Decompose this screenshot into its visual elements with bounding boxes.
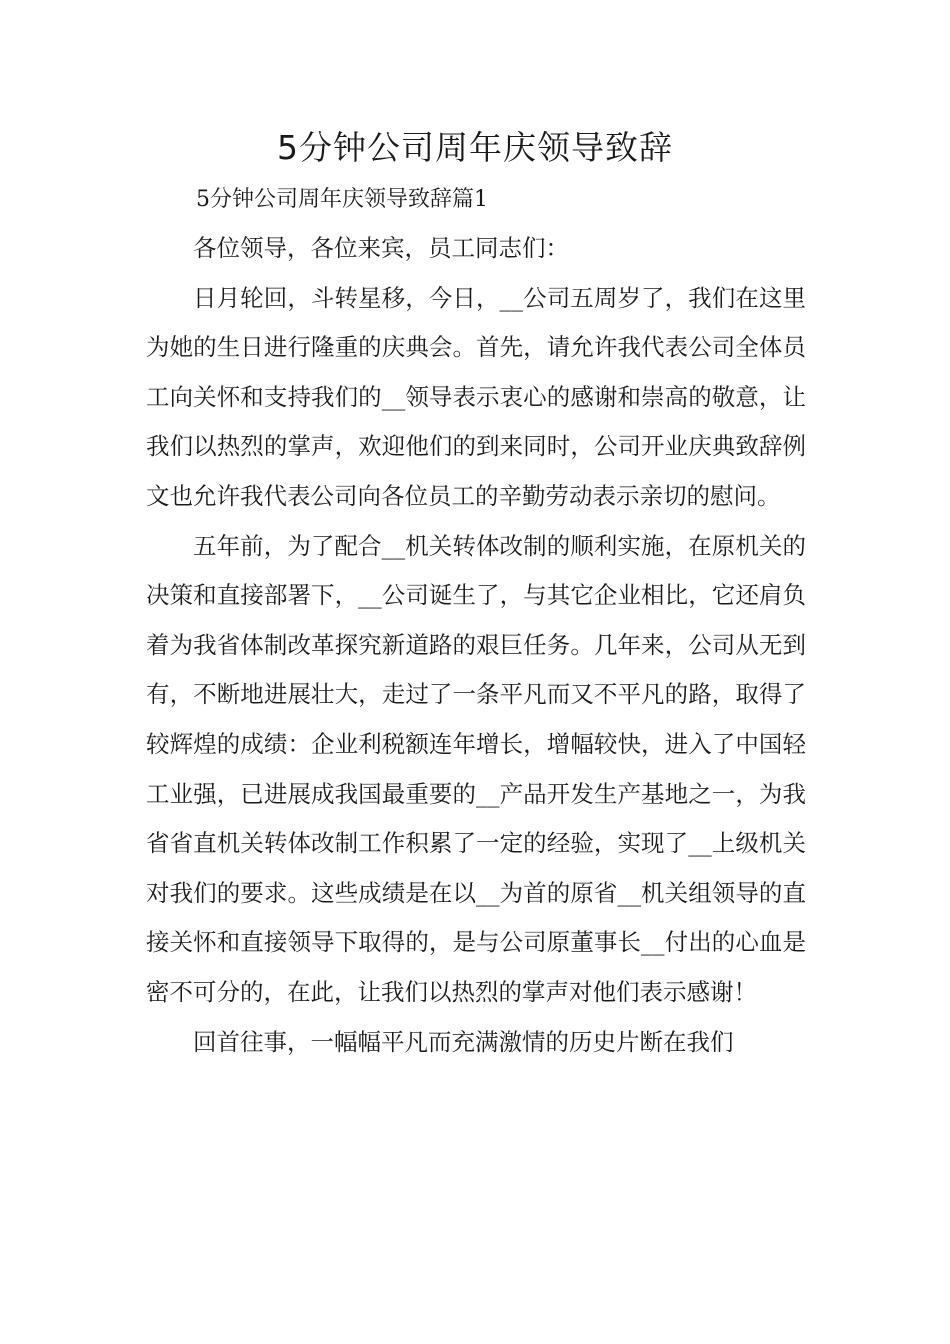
paragraph-history: 五年前，为了配合__机关转体改制的顺利实施，在原机关的决策和直接部署下，__公司诞生了，与其它企业相比，它还肩负着为我省体制改革探究新道路的艰巨任务。几年来，公司从无到有，不断地进展壮大，走过了一条平凡而又不平凡的路，取得了较辉煌的成绩：企业利税额连年增长，增幅较快，进入了中国轻工业强，已进展成我国最重要的__产品开发生产基地之一，为我省省直机关转体改制工作积累了一定的经验，实现了__上级机关对我们的要求。这些成绩是在以__为首的原省__机关组领导的直接关怀和直接领导下取得的，是与公司原董事长__付出的心血是密不可分的，在此，让我们以热烈的掌声对他们表示感谢！ (146, 531, 806, 1006)
document-title: 5分钟公司周年庆领导致辞 (277, 128, 673, 167)
paragraph-retrospect: 回首往事，一幅幅平凡而充满激情的历史片断在我们 (193, 1027, 734, 1056)
document-body (146, 224, 806, 1067)
document-subtitle: 5分钟公司周年庆领导致辞篇1 (196, 187, 488, 212)
paragraph-opening: 日月轮回，斗转星移，今日，__公司五周岁了，我们在这里为她的生日进行隆重的庆典会。首先，请允许我代表公司全体员工向关怀和支持我们的__领导表示衷心的感谢和崇高的敬意，让我们以热烈的掌声，欢迎他们的到来同时，公司开业庆典致辞例文也允许我代表公司向各位员工的辛勤劳动表示亲切的慰问。 (146, 283, 806, 510)
paragraph-salutation: 各位领导，各位来宾，员工同志们： (193, 234, 569, 262)
